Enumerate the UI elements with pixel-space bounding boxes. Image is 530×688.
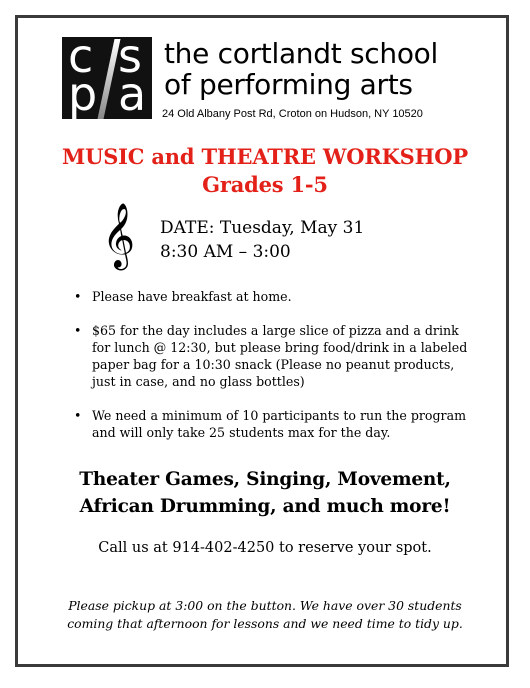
logo-letter-s: s [118, 37, 142, 83]
logo-letter-c: c [68, 37, 94, 83]
pickup-note-line2: coming that afternoon for lessons and we need time to tidy up. [67, 616, 463, 631]
activities-line2: African Drumming, and much more! [79, 496, 451, 517]
school-logo [62, 37, 152, 119]
workshop-title: MUSIC and THEATRE WORKSHOP [62, 144, 468, 169]
event-details [160, 216, 364, 264]
event-date: DATE: Tuesday, May 31 [160, 218, 365, 238]
school-name [164, 38, 438, 100]
activities-line1: Theater Games, Singing, Movement, [79, 469, 451, 490]
logo-letter-a: a [118, 67, 147, 119]
info-item-participants: • We need a minimum of 10 participants to run the program and will only take 25 students max for the day. [74, 407, 474, 441]
grades-subtitle: Grades 1-5 [202, 172, 328, 197]
treble-clef-icon: 𝄞 [102, 203, 136, 268]
call-to-action: Call us at 914-402-4250 to reserve your spot. [98, 540, 432, 556]
school-name-line2: of performing arts [164, 68, 413, 101]
pickup-note [0, 597, 530, 633]
logo-letter-p: p [68, 67, 98, 119]
event-time: 8:30 AM – 3:00 [160, 242, 291, 262]
pickup-note-line1: Please pickup at 3:00 on the button. We have over 30 students [68, 598, 462, 613]
info-item-cost: • $65 for the day includes a large slice of pizza and a drink for lunch @ 12:30, but please bring food/drink in a labeled paper bag for a 10:30 snack (Please no peanut products, just in case, and no glass bottles) [74, 322, 474, 390]
info-item-breakfast: • Please have breakfast at home. [74, 288, 474, 305]
school-address: 24 Old Albany Post Rd, Croton on Hudson, NY 10520 [162, 108, 423, 120]
activities-heading [0, 466, 530, 520]
school-name-line1: the cortlandt school [164, 37, 438, 70]
info-list [74, 288, 474, 458]
